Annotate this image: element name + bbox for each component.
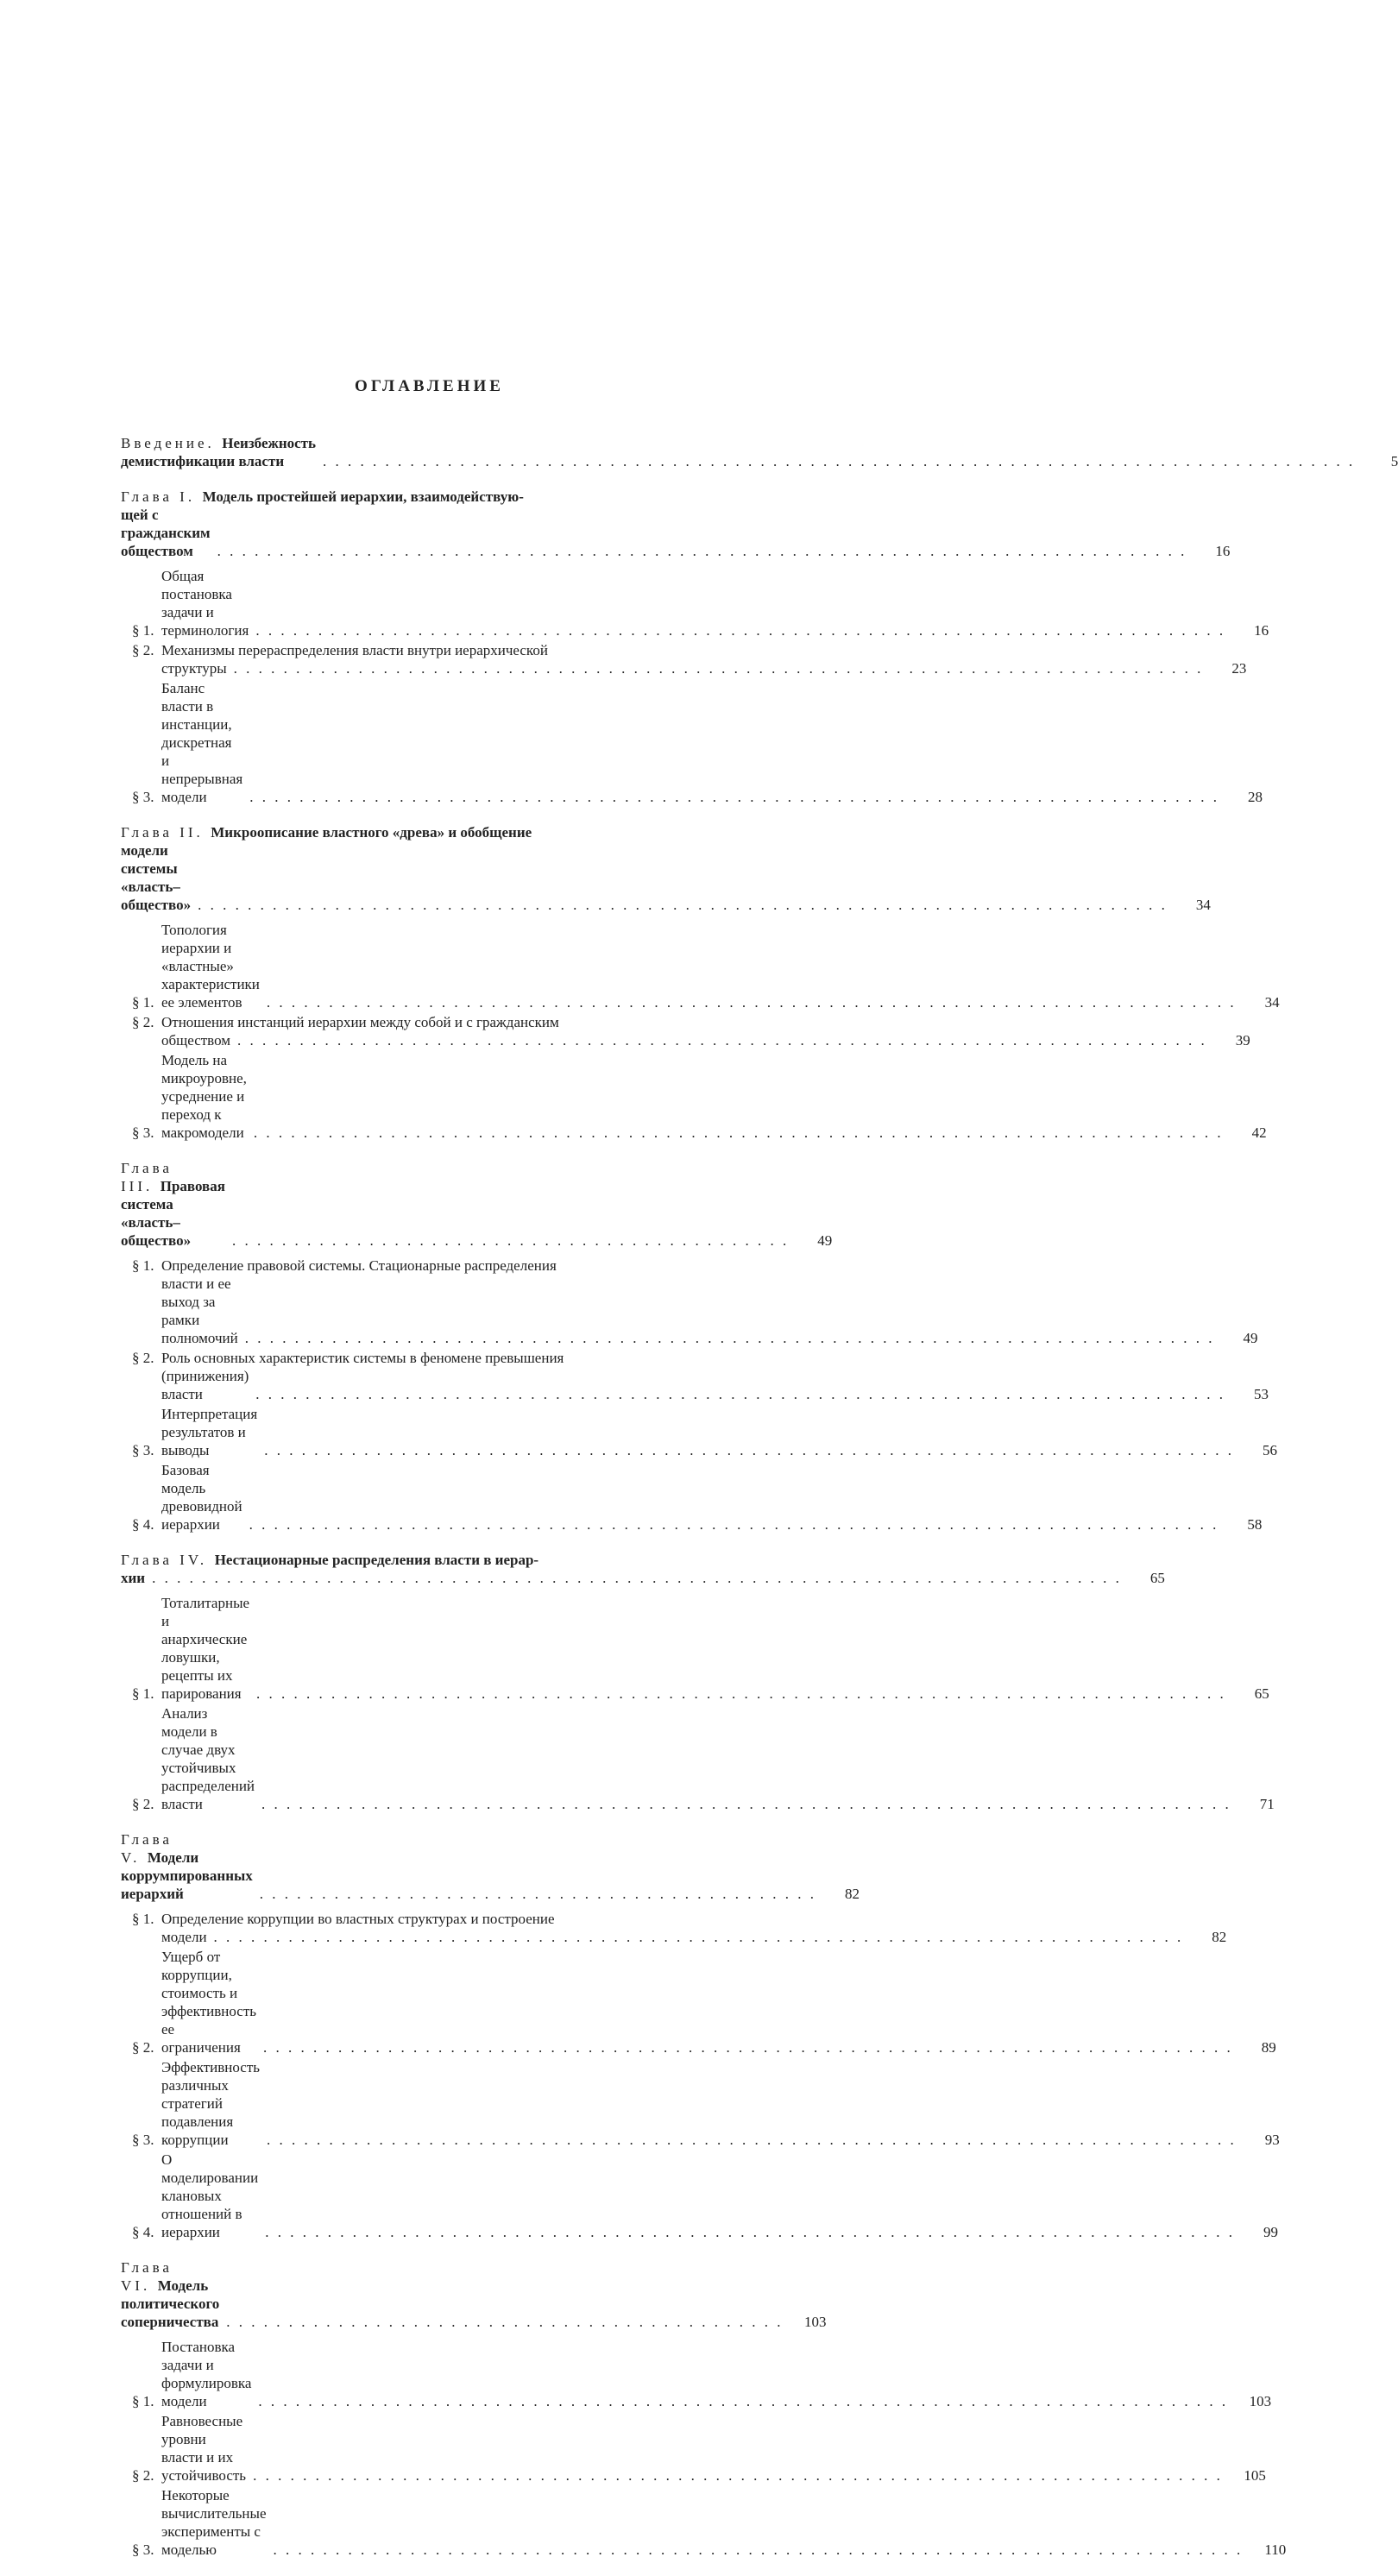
section-body [161, 1910, 1226, 1946]
section-number: § 1. [132, 1257, 154, 1274]
section-page: 110 [1264, 2541, 1287, 2558]
section-body [161, 1704, 1275, 1813]
chapter-page: 103 [804, 2314, 827, 2330]
dot-leader [254, 1124, 1224, 1142]
chapter-heading [121, 2258, 827, 2331]
dot-leader [249, 1515, 1219, 1534]
section-page: 71 [1259, 1796, 1275, 1812]
chapters-list [121, 488, 1287, 2559]
dot-leader [255, 1385, 1225, 1403]
chapter-title-line2 [121, 506, 1231, 560]
toc-section [121, 921, 1280, 1011]
chapter-heading [121, 488, 1231, 560]
toc-section [121, 2486, 1287, 2559]
section-title: Анализ модели в случае двух устойчивых распределений власти [161, 1705, 255, 1812]
toc-section [121, 1349, 1269, 1403]
section-body [161, 2486, 1286, 2559]
chapter-title: Модель политического соперничества [121, 2277, 220, 2330]
toc-section [121, 1910, 1227, 1946]
chapter-title: Модель простейшей иерархии, взаимодействую- [202, 488, 524, 505]
section-title: Постановка задачи и формулировка модели [161, 2339, 252, 2409]
chapter-title-row [121, 2258, 827, 2331]
toc-chapter [121, 823, 1280, 1142]
section-page: 82 [1212, 1929, 1227, 1945]
section-body [161, 1257, 1257, 1347]
section-page: 39 [1235, 1032, 1250, 1049]
chapter-page: 82 [845, 1886, 860, 1902]
section-number: § 4. [132, 1516, 154, 1533]
toc-chapter [121, 1159, 1277, 1534]
dot-leader: . . . . . . . . . . . . . . . . . . . . . . . . . . . . . . . . . . . . . . . . . . . . . [259, 1886, 817, 1902]
section-title: Тоталитарные и анархические ловушки, рецепты их парирования [161, 1595, 250, 1702]
section-title: О моделировании клановых отношений в иерархии [161, 2151, 259, 2240]
chapter-heading [121, 1551, 1165, 1587]
chapter-heading [121, 1830, 860, 1903]
section-number: § 2. [132, 2039, 154, 2056]
section-page: 16 [1254, 622, 1269, 639]
section-title-line2 [161, 1928, 1226, 1946]
chapter-title-line2 [121, 1569, 1165, 1587]
chapter-title-cont: модели системы «власть–общество» [121, 842, 192, 913]
dot-leader [264, 1441, 1234, 1459]
section-body [161, 641, 1246, 677]
section-page: 89 [1261, 2039, 1276, 2056]
toc-section [121, 1405, 1277, 1459]
toc-section [121, 679, 1263, 806]
section-number: § 1. [132, 622, 154, 639]
toc-section [121, 2412, 1266, 2485]
section-page: 49 [1243, 1330, 1258, 1346]
section-body [161, 921, 1280, 1011]
toc-section [121, 1948, 1276, 2056]
dot-leader [255, 621, 1225, 639]
section-body [161, 1405, 1277, 1459]
toc-section [121, 1013, 1250, 1049]
section-title-line2 [161, 1275, 1257, 1347]
section-page: 103 [1249, 2393, 1272, 2409]
toc-section [121, 1051, 1267, 1142]
dot-leader [263, 2038, 1233, 2056]
chapter-page: 34 [1195, 897, 1211, 913]
section-title-line1: Определение правовой системы. Стационарные распределения [161, 1257, 557, 1274]
toc-section [121, 1257, 1258, 1347]
chapter-title-cont: щей с гражданским обществом [121, 507, 211, 559]
section-page: 56 [1262, 1442, 1277, 1458]
toc-intro-row [121, 434, 1398, 470]
section-number: § 2. [132, 642, 154, 658]
section-body [161, 1051, 1267, 1142]
chapter-label: Глава I. [121, 488, 196, 505]
chapter-title: Правовая система «власть–общество» [121, 1178, 225, 1249]
dot-leader [214, 1928, 1184, 1946]
intro-title: Неизбежность демистификации власти [121, 435, 317, 469]
section-title: Модель на микроуровне, усреднение и переход к макромодели [161, 1052, 247, 1141]
toc-section [121, 567, 1269, 639]
section-title: Базовая модель древовидной иерархии [161, 1462, 242, 1533]
dot-leader [217, 542, 1187, 560]
section-number: § 1. [132, 994, 154, 1011]
section-body [161, 1349, 1269, 1403]
section-page: 105 [1244, 2467, 1266, 2484]
section-title-line1: Механизмы перераспределения власти внутри иерархической [161, 642, 548, 658]
section-title: Баланс власти в инстанции, дискретная и непрерывная модели [161, 680, 243, 805]
section-title-line2 [161, 1367, 1269, 1403]
section-body [161, 1013, 1250, 1049]
section-title: Общая постановка задачи и терминология [161, 568, 249, 639]
section-title-cont: модели [161, 1929, 207, 1945]
section-page: 28 [1247, 789, 1263, 805]
intro-page: 5 [1390, 453, 1398, 469]
dot-leader [323, 452, 1355, 470]
toc-section [121, 641, 1247, 677]
section-body [161, 1461, 1262, 1534]
dot-leader [267, 993, 1237, 1011]
dot-leader [234, 659, 1204, 677]
dot-leader [274, 2541, 1244, 2559]
toc-chapter [121, 2258, 1287, 2559]
section-body [161, 2151, 1278, 2241]
section-title-line1: Определение коррупции во властных структурах и построение [161, 1911, 555, 1927]
section-number: § 3. [132, 1124, 154, 1141]
section-number: § 1. [132, 2393, 154, 2409]
toc-section [121, 1461, 1263, 1534]
section-title-cont: обществом [161, 1032, 231, 1049]
chapter-title-line1 [121, 1551, 695, 1569]
section-body [161, 567, 1269, 639]
dot-leader [237, 1031, 1207, 1049]
toc-section [121, 2058, 1280, 2149]
section-title: Равновесные уровни власти и их устойчивость [161, 2413, 247, 2484]
chapter-title-line1 [121, 823, 695, 841]
chapter-title-row [121, 1830, 860, 1903]
dot-leader [152, 1569, 1122, 1587]
chapter-label: Глава V. [121, 1831, 173, 1866]
section-number: § 2. [132, 1796, 154, 1812]
chapter-page: 49 [817, 1232, 833, 1249]
toc-intro [121, 434, 1398, 470]
toc-section [121, 2151, 1278, 2241]
section-page: 23 [1231, 660, 1247, 677]
section-page: 42 [1251, 1124, 1267, 1141]
section-number: § 3. [132, 1442, 154, 1458]
section-number: § 3. [132, 789, 154, 805]
toc-section [121, 2338, 1272, 2410]
section-title-line2 [161, 659, 1246, 677]
section-number: § 3. [132, 2132, 154, 2148]
section-title-line1: Роль основных характеристик системы в феномене превышения [161, 1350, 564, 1366]
toc-chapter [121, 488, 1269, 806]
toc-section [121, 1704, 1275, 1813]
dot-leader [245, 1329, 1215, 1347]
dot-leader [249, 788, 1219, 806]
section-number: § 4. [132, 2224, 154, 2240]
chapter-label: Глава II. [121, 824, 204, 841]
toc-chapter [121, 1830, 1280, 2241]
section-number: § 2. [132, 2467, 154, 2484]
dot-leader [261, 1795, 1231, 1813]
section-page: 58 [1247, 1516, 1263, 1533]
chapter-label: Глава IV. [121, 1552, 208, 1568]
section-number: § 1. [132, 1911, 154, 1927]
dot-leader: . . . . . . . . . . . . . . . . . . . . . . . . . . . . . . . . . . . . . . . . . . . . . [231, 1232, 790, 1249]
section-title: Некоторые вычислительные эксперименты с моделью [161, 2487, 267, 2558]
dot-leader: . . . . . . . . . . . . . . . . . . . . . . . . . . . . . . . . . . . . . . . . . . . . . [226, 2314, 784, 2330]
chapter-label: Глава III. [121, 1160, 173, 1194]
dot-leader [198, 896, 1168, 914]
intro-label: Введение. [121, 435, 215, 451]
section-page: 53 [1254, 1386, 1269, 1402]
section-number: § 2. [132, 1014, 154, 1030]
section-title-line1: Отношения инстанций иерархии между собой и с гражданским [161, 1014, 559, 1030]
dot-leader [258, 2392, 1228, 2410]
section-title-cont: (принижения) власти [161, 1368, 249, 1402]
chapter-page: 16 [1215, 543, 1231, 559]
chapter-title: Микроописание властного «древа» и обобщение [211, 824, 532, 841]
table-of-contents [121, 377, 1398, 2576]
chapter-label: Глава VI. [121, 2259, 173, 2294]
toc-chapter [121, 1551, 1275, 1813]
chapter-title: Модели коррумпированных иерархий [121, 1849, 253, 1902]
section-page: 99 [1263, 2224, 1278, 2240]
section-title-cont: власти и ее выход за рамки полномочий [161, 1275, 238, 1346]
chapter-heading [121, 1159, 833, 1250]
dot-leader [256, 1685, 1226, 1703]
section-title-line2 [161, 1031, 1250, 1049]
section-body [161, 2058, 1280, 2149]
section-title: Интерпретация результатов и выводы [161, 1406, 258, 1458]
chapter-title-row [121, 1159, 833, 1250]
section-title: Топология иерархии и «властные» характеристики ее элементов [161, 922, 260, 1011]
toc-section [121, 1594, 1269, 1703]
dot-leader [267, 2131, 1237, 2149]
section-body [161, 679, 1263, 806]
chapter-page: 65 [1149, 1570, 1165, 1586]
chapter-heading [121, 823, 1211, 914]
chapter-title-cont: хии [121, 1570, 146, 1586]
section-page: 34 [1264, 994, 1280, 1011]
section-body [161, 2412, 1266, 2485]
section-body [161, 2338, 1271, 2410]
section-page: 93 [1264, 2132, 1280, 2148]
section-body [161, 1594, 1269, 1703]
dot-leader [265, 2223, 1235, 2241]
dot-leader [253, 2466, 1223, 2485]
chapter-title-line2 [121, 841, 1211, 914]
chapter-title: Нестационарные распределения власти в иерар- [214, 1552, 539, 1568]
page-title: ОГЛАВЛЕНИЕ [355, 377, 504, 395]
section-title: Ущерб от коррупции, стоимость и эффективность ее ограничения [161, 1949, 257, 2056]
section-title-cont: структуры [161, 660, 227, 677]
section-number: § 2. [132, 1350, 154, 1366]
section-number: § 1. [132, 1685, 154, 1702]
section-page: 65 [1254, 1685, 1269, 1702]
section-number: § 3. [132, 2541, 154, 2558]
section-title: Эффективность различных стратегий подавления коррупции [161, 2059, 261, 2148]
chapter-title-line1 [121, 488, 695, 506]
section-body [161, 1948, 1276, 2056]
